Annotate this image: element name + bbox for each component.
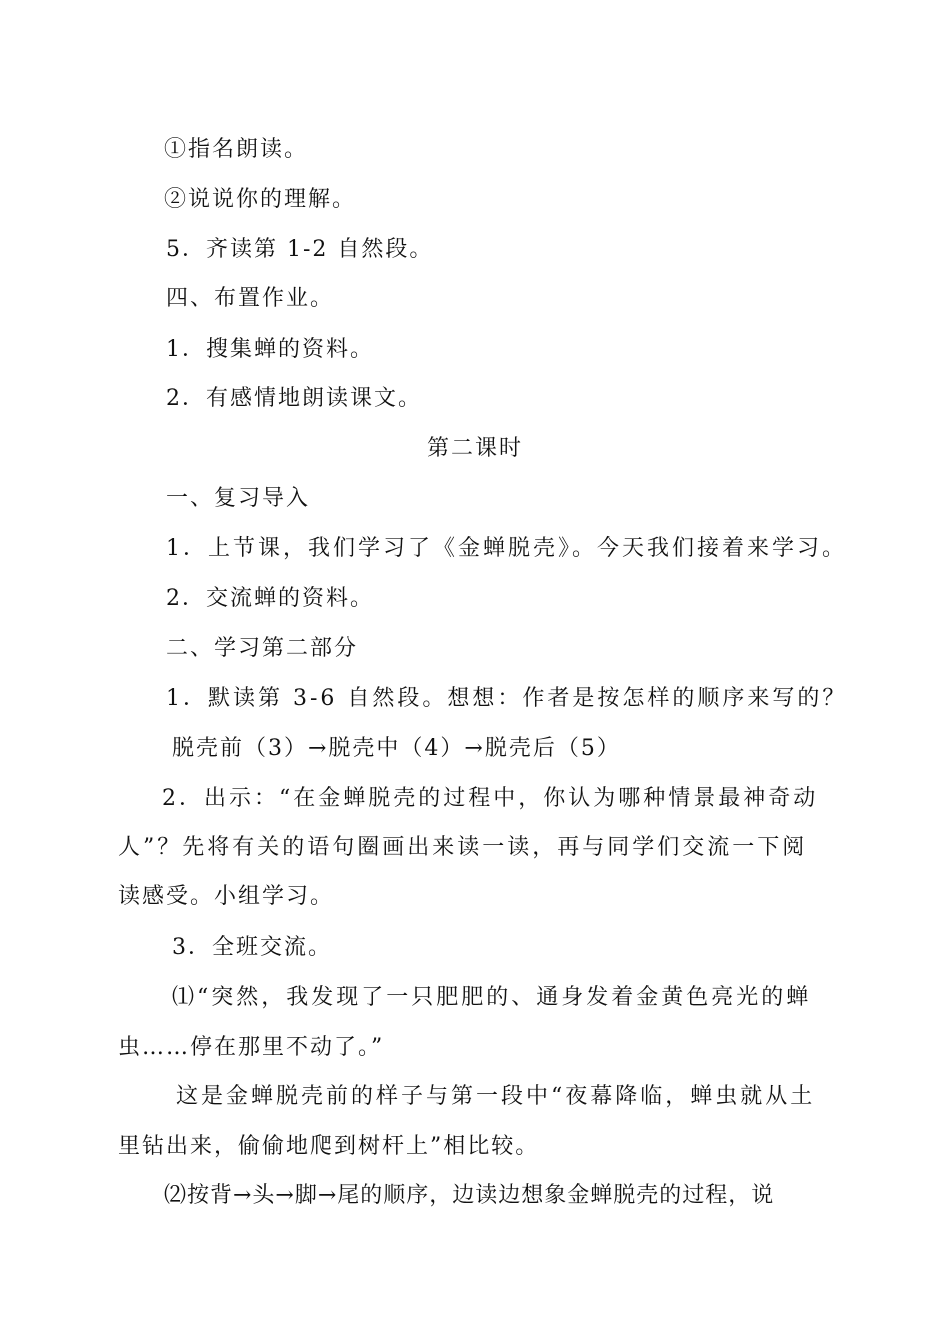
text-line: ⑴“突然，我发现了一只肥肥的、通身发着金黄色亮光的蝉 <box>172 985 812 1010</box>
text-line: 读感受。小组学习。 <box>118 884 335 909</box>
text-line: 5．齐读第 1-2 自然段。 <box>166 237 434 262</box>
text-line: ①指名朗读。 <box>164 137 309 162</box>
text-line: 2．交流蝉的资料。 <box>166 586 374 611</box>
text-line: 虫……停在那里不动了。” <box>118 1035 385 1060</box>
text-line: 3．全班交流。 <box>172 935 332 960</box>
text-line: ②说说你的理解。 <box>164 187 357 212</box>
text-line: 1．上节课，我们学习了《金蝉脱壳》。今天我们接着来学习。 <box>166 536 847 561</box>
text-line: 1．搜集蝉的资料。 <box>166 337 374 362</box>
text-line: 2．出示：“在金蝉脱壳的过程中，你认为哪种情景最神奇动 <box>162 786 819 811</box>
text-line: 脱壳前（3）→脱壳中（4）→脱壳后（5） <box>172 736 621 761</box>
text-line: 这是金蝉脱壳前的样子与第一段中“夜幕降临，蝉虫就从土 <box>176 1084 816 1109</box>
text-line: 人”？先将有关的语句圈画出来读一读，再与同学们交流一下阅 <box>118 835 808 860</box>
lesson-title: 第二课时 <box>427 436 524 461</box>
section-heading: 四、布置作业。 <box>166 286 335 311</box>
section-heading: 一、复习导入 <box>166 486 311 511</box>
text-line: 1．默读第 3-6 自然段。想想：作者是按怎样的顺序来写的？ <box>166 686 848 711</box>
section-heading: 二、学习第二部分 <box>166 636 359 661</box>
text-line: 2．有感情地朗读课文。 <box>166 386 422 411</box>
text-line: 里钻出来，偷偷地爬到树杆上”相比较。 <box>118 1134 540 1159</box>
text-line: ⑵按背→头→脚→尾的顺序，边读边想象金蝉脱壳的过程，说 <box>164 1183 775 1208</box>
